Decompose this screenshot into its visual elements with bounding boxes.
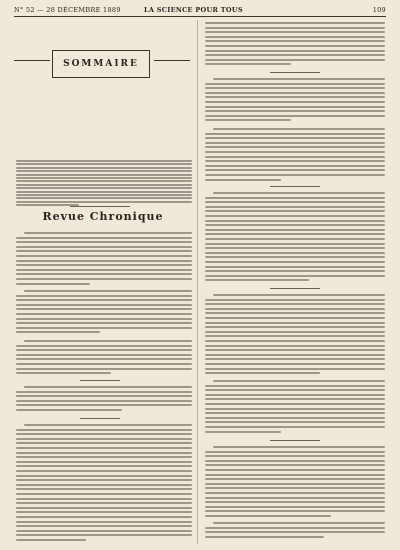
- text-line: [205, 233, 385, 235]
- text-line: [16, 429, 192, 431]
- sommaire-box: [52, 50, 150, 78]
- text-line: [205, 385, 385, 387]
- text-line: [16, 470, 192, 472]
- text-line: [16, 197, 192, 199]
- text-line: [16, 442, 192, 444]
- text-line: [205, 151, 385, 153]
- sommaire-title: SOMMAIRE: [63, 59, 139, 69]
- text-line: [16, 475, 192, 477]
- text-line: [16, 534, 192, 536]
- text-line: [24, 232, 192, 234]
- text-line: [205, 506, 385, 508]
- text-line: [205, 308, 385, 310]
- text-line: [205, 243, 385, 245]
- text-line: [205, 372, 320, 374]
- text-line: [16, 187, 192, 189]
- text-line: [205, 335, 385, 337]
- text-line: [205, 403, 385, 405]
- text-line: [16, 160, 192, 162]
- text-line: [16, 456, 192, 458]
- text-line: [16, 484, 192, 486]
- text-line: [205, 345, 385, 347]
- text-line: [16, 461, 192, 463]
- text-line: [205, 487, 385, 489]
- text-line: [205, 92, 385, 94]
- page-number: 109: [372, 6, 386, 14]
- journal-title: LA SCIENCE POUR TOUS: [144, 6, 243, 14]
- text-line: [205, 426, 385, 428]
- text-line: [205, 349, 385, 351]
- text-line: [16, 447, 192, 449]
- text-line: [205, 279, 309, 281]
- text-line: [205, 536, 324, 538]
- text-line: [16, 313, 192, 315]
- text-line: [16, 250, 192, 252]
- text-line: [16, 395, 192, 397]
- text-line: [16, 278, 192, 280]
- text-line: [205, 270, 385, 272]
- text-line: [16, 194, 192, 196]
- text-line: [205, 119, 291, 121]
- text-line: [205, 160, 385, 162]
- text-line: [205, 408, 385, 410]
- section-divider: [80, 418, 120, 419]
- text-line: [16, 167, 192, 169]
- text-line: [16, 354, 192, 356]
- text-line: [16, 237, 192, 239]
- text-line: [205, 179, 281, 181]
- text-line: [205, 261, 385, 263]
- text-line: [205, 201, 385, 203]
- text-line: [205, 474, 385, 476]
- text-line: [205, 455, 385, 457]
- text-line: [205, 59, 385, 61]
- text-line: [16, 201, 192, 203]
- text-line: [16, 479, 192, 481]
- text-line: [16, 174, 192, 176]
- text-line: [205, 358, 385, 360]
- text-line: [205, 483, 385, 485]
- text-line: [205, 142, 385, 144]
- text-line: [205, 224, 385, 226]
- text-line: [205, 326, 385, 328]
- text-line: [205, 531, 385, 533]
- text-line: [205, 110, 385, 112]
- text-line: [16, 241, 192, 243]
- text-line: [205, 389, 385, 391]
- text-line: [205, 40, 385, 42]
- text-line: [205, 31, 385, 33]
- text-line: [16, 191, 192, 193]
- text-line: [16, 372, 111, 374]
- text-line: [16, 539, 86, 541]
- text-line: [205, 106, 385, 108]
- text-line: [16, 170, 192, 172]
- text-line: [16, 498, 192, 500]
- text-line: [205, 515, 331, 517]
- text-line: [16, 177, 192, 179]
- text-line: [205, 63, 291, 65]
- text-line: [16, 433, 192, 435]
- text-line: [205, 133, 385, 135]
- text-line: [16, 511, 192, 513]
- text-line: [205, 27, 385, 29]
- text-line: [16, 507, 192, 509]
- text-line: [16, 322, 192, 324]
- text-line: [205, 412, 385, 414]
- text-line: [16, 516, 192, 518]
- text-line: [16, 409, 122, 411]
- text-line: [205, 115, 385, 117]
- text-line: [205, 238, 385, 240]
- text-line: [16, 530, 192, 532]
- text-line: [205, 394, 385, 396]
- text-line: [16, 295, 192, 297]
- text-line: [205, 247, 385, 249]
- text-line: [16, 404, 192, 406]
- text-line: [205, 96, 385, 98]
- text-line: [213, 446, 385, 448]
- text-line: [205, 275, 385, 277]
- text-line: [205, 87, 385, 89]
- text-line: [205, 252, 385, 254]
- text-line: [205, 210, 385, 212]
- ornament-left: [14, 60, 50, 61]
- text-line: [16, 255, 192, 257]
- issue-date: N° 52 — 28 DÉCEMBRE 1889: [14, 6, 121, 14]
- text-line: [205, 165, 385, 167]
- text-line: [16, 438, 192, 440]
- text-line: [16, 363, 192, 365]
- text-line: [205, 340, 385, 342]
- text-line: [205, 478, 385, 480]
- text-line: [205, 421, 385, 423]
- text-line: [205, 363, 385, 365]
- text-line: [16, 260, 192, 262]
- text-line: [205, 137, 385, 139]
- text-line: [16, 283, 90, 285]
- text-line: [205, 146, 385, 148]
- text-line: [16, 331, 100, 333]
- text-line: [16, 180, 192, 182]
- text-line: [205, 451, 385, 453]
- text-line: [213, 380, 385, 382]
- text-line: [205, 229, 385, 231]
- text-line: [16, 452, 192, 454]
- text-line: [205, 45, 385, 47]
- text-line: [205, 54, 385, 56]
- text-line: [16, 521, 192, 523]
- text-line: [213, 294, 385, 296]
- text-line: [205, 220, 385, 222]
- text-line: [24, 424, 192, 426]
- text-line: [205, 460, 385, 462]
- text-line: [205, 322, 385, 324]
- text-line: [205, 492, 385, 494]
- text-line: [205, 312, 385, 314]
- text-line: [205, 197, 385, 199]
- text-line: [205, 266, 385, 268]
- text-line: [213, 128, 385, 130]
- section-divider: [70, 206, 130, 207]
- text-line: [205, 510, 385, 512]
- text-line: [205, 206, 385, 208]
- section-divider: [270, 440, 320, 441]
- text-line: [16, 264, 192, 266]
- text-line: [205, 215, 385, 217]
- section-divider: [270, 186, 320, 187]
- text-line: [205, 299, 385, 301]
- section-divider: [270, 288, 320, 289]
- text-line: [16, 184, 192, 186]
- text-line: [205, 417, 385, 419]
- text-line: [205, 303, 385, 305]
- text-line: [205, 22, 385, 24]
- text-line: [16, 358, 192, 360]
- text-line: [16, 269, 192, 271]
- section-divider: [270, 72, 320, 73]
- text-line: [16, 400, 192, 402]
- text-line: [16, 525, 192, 527]
- text-line: [16, 349, 192, 351]
- ornament-right: [154, 60, 190, 61]
- text-line: [16, 318, 192, 320]
- text-line: [205, 36, 385, 38]
- text-line: [205, 156, 385, 158]
- text-line: [205, 398, 385, 400]
- text-line: [16, 327, 192, 329]
- text-line: [16, 163, 192, 165]
- text-line: [205, 317, 385, 319]
- text-line: [16, 368, 192, 370]
- section-divider: [80, 380, 120, 381]
- text-line: [205, 354, 385, 356]
- page-header: [14, 4, 386, 16]
- text-line: [205, 497, 385, 499]
- text-line: [205, 101, 385, 103]
- text-line: [16, 502, 192, 504]
- text-line: [16, 465, 192, 467]
- text-line: [205, 431, 281, 433]
- text-line: [205, 464, 385, 466]
- text-line: [24, 386, 192, 388]
- text-line: [16, 246, 192, 248]
- text-line: [16, 273, 192, 275]
- text-line: [205, 174, 385, 176]
- header-rule: [14, 16, 386, 17]
- text-line: [205, 169, 385, 171]
- text-line: [213, 78, 385, 80]
- section-heading: Revue Chronique: [42, 210, 164, 223]
- text-line: [16, 345, 192, 347]
- text-line: [205, 469, 385, 471]
- text-line: [205, 50, 385, 52]
- text-line: [16, 299, 192, 301]
- text-line: [205, 368, 385, 370]
- column-separator: [197, 20, 198, 544]
- text-line: [16, 308, 192, 310]
- text-line: [24, 340, 192, 342]
- text-line: [16, 493, 192, 495]
- text-line: [24, 290, 192, 292]
- text-line: [205, 256, 385, 258]
- text-line: [213, 522, 385, 524]
- text-line: [205, 331, 385, 333]
- text-line: [205, 501, 385, 503]
- text-line: [16, 488, 192, 490]
- text-line: [213, 192, 385, 194]
- text-line: [205, 527, 385, 529]
- text-line: [205, 83, 385, 85]
- text-line: [16, 304, 192, 306]
- text-line: [16, 391, 192, 393]
